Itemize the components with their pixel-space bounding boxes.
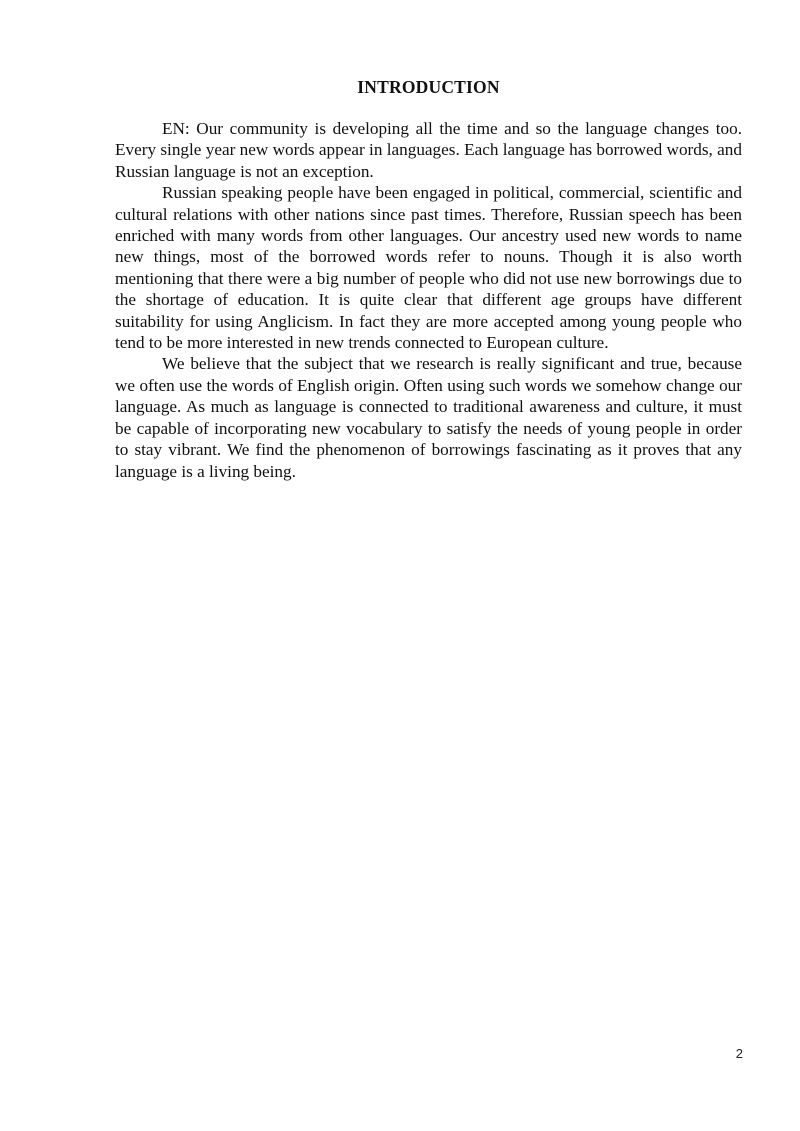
page-number: 2 — [735, 1046, 743, 1061]
paragraph-3: We believe that the subject that we research is really significant and true, because we often use the words of English origin. Often using such words we somehow change our language. As much as language is connected to traditional awareness and culture, it must be capable of incorporating new vocabulary to satisfy the needs of young people in order to stay vibrant. We find the phenomenon of borrowings fascinating as it proves that any language is a living being. — [115, 354, 742, 481]
paragraph-2: Russian speaking people have been engaged in political, commercial, scientific and cultural relations with other nations since past times. Therefore, Russian speech has been enriched with many words from other languages. Our ancestry used new words to name new things, most of the borrowed words refer to nouns. Though it is also worth mentioning that there were a big number of people who did not use new borrowings due to the shortage of education. It is quite clear that different age groups have different suitability for using Anglicism. In fact they are more accepted among young people who tend to be more interested in new trends connected to European culture. — [115, 183, 742, 353]
page-title: INTRODUCTION — [357, 77, 500, 97]
page-content — [115, 76, 742, 482]
paragraph-1: EN: Our community is developing all the time and so the language changes too. Every single year new words appear in languages. Each language has borrowed words, and Russian language is not an exception. — [115, 119, 742, 181]
